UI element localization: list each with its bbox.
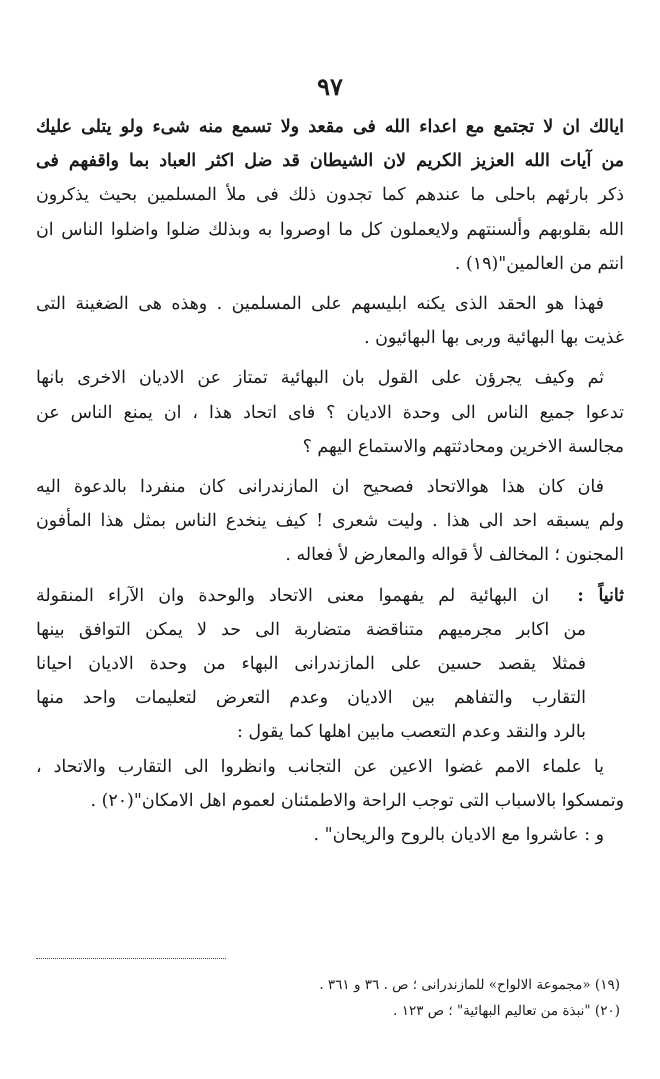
text-line: فان كان هذا هوالاتحاد فصحيح ان المازندرانى كان منفردا بالدعوة اليه — [36, 477, 604, 498]
text-line: مجالسة الاخرين ومحادثتهم والاستماع اليهم ؟ — [302, 436, 624, 457]
page-number: ٩٧ — [317, 72, 343, 101]
footnote: (١٩) «مجموعة الالواح» للمازندرانى ؛ ص . ٣٦ و ٣٦١ . — [319, 977, 620, 993]
text-line: تدعوا جميع الناس الى وحدة الاديان ؟ فاى اتحاد هذا ، ان يمنع الناس عن — [36, 402, 624, 423]
text-line — [36, 579, 624, 613]
secondly-label: ثانياً : — [577, 585, 624, 606]
text-line: الله بقلوبهم وألسنتهم ولايعملون كل ما اوصروا به وبذلك ضلوا واضلوا الناس ان — [36, 219, 624, 240]
text-line: فهذا هو الحقد الذى يكنه ابليسهم على المسلمين . وهذه هى الضغينة التى — [36, 294, 604, 315]
text-line: من اكابر مجرميهم متناقضة متضاربة الى حد لا يمكن التوافق بينها — [36, 619, 586, 640]
text-line: ولم يسبقه احد الى هذا . وليت شعرى ! كيف ينخدع الناس بمثل هذا المأفون — [36, 511, 624, 532]
text-line: المجنون ؛ المخالف لأ قواله والمعارض لأ فعاله . — [285, 545, 624, 566]
text-line: فمثلا يقصد حسين على المازندرانى البهاء من وحدة الاديان احيانا — [36, 654, 586, 675]
footnotes — [40, 972, 620, 1024]
footnote: (٢٠) "نبذة من تعاليم البهائية" ؛ ص ١٢٣ . — [393, 1003, 620, 1019]
text-line: ثم وكيف يجرؤن على القول بان البهائية تمتاز عن الاديان الاخرى بانها — [36, 368, 604, 389]
text-line: غذيت بها البهائية وربى بها البهائيون . — [364, 328, 624, 349]
text-line: ذكر بارئهم باحلى ما عندهم كما تجدون ذلك فى ملأ المسلمين بحيث يذكرون — [36, 185, 624, 206]
text-line: ايالك ان لا تجتمع مع اعداء الله فى مقعد ولا تسمع منه شىء ولو يتلى عليك — [36, 117, 624, 137]
text-line: التقارب والتفاهم بين الاديان وعدم التعرض لتعليمات واحد منها — [36, 688, 586, 709]
text-line: يا علماء الامم غضوا الاعين عن التجانب وانظروا الى التقارب والاتحاد ، — [36, 756, 604, 777]
footnote-divider — [36, 958, 226, 959]
text-line: انتم من العالمين"(١٩) . — [454, 253, 624, 274]
text-line: وتمسكوا بالاسباب التى توجب الراحة والاطمئنان لعموم اهل الامكان"(٢٠) . — [90, 790, 624, 811]
text-line: من آيات الله العزيز الكريم لان الشيطان قد ضل اكثر العباد بما واقفهم فى — [36, 151, 624, 172]
body-text — [36, 110, 624, 852]
text-line-content: ان البهائية لم يفهموا معنى الاتحاد والوحدة وان الآراء المنقولة — [36, 585, 550, 606]
text-line: بالرد والنقد وعدم التعصب مابين اهلها كما يقول : — [236, 722, 586, 743]
text-line: و : عاشروا مع الاديان بالروح والريحان" . — [313, 825, 604, 846]
